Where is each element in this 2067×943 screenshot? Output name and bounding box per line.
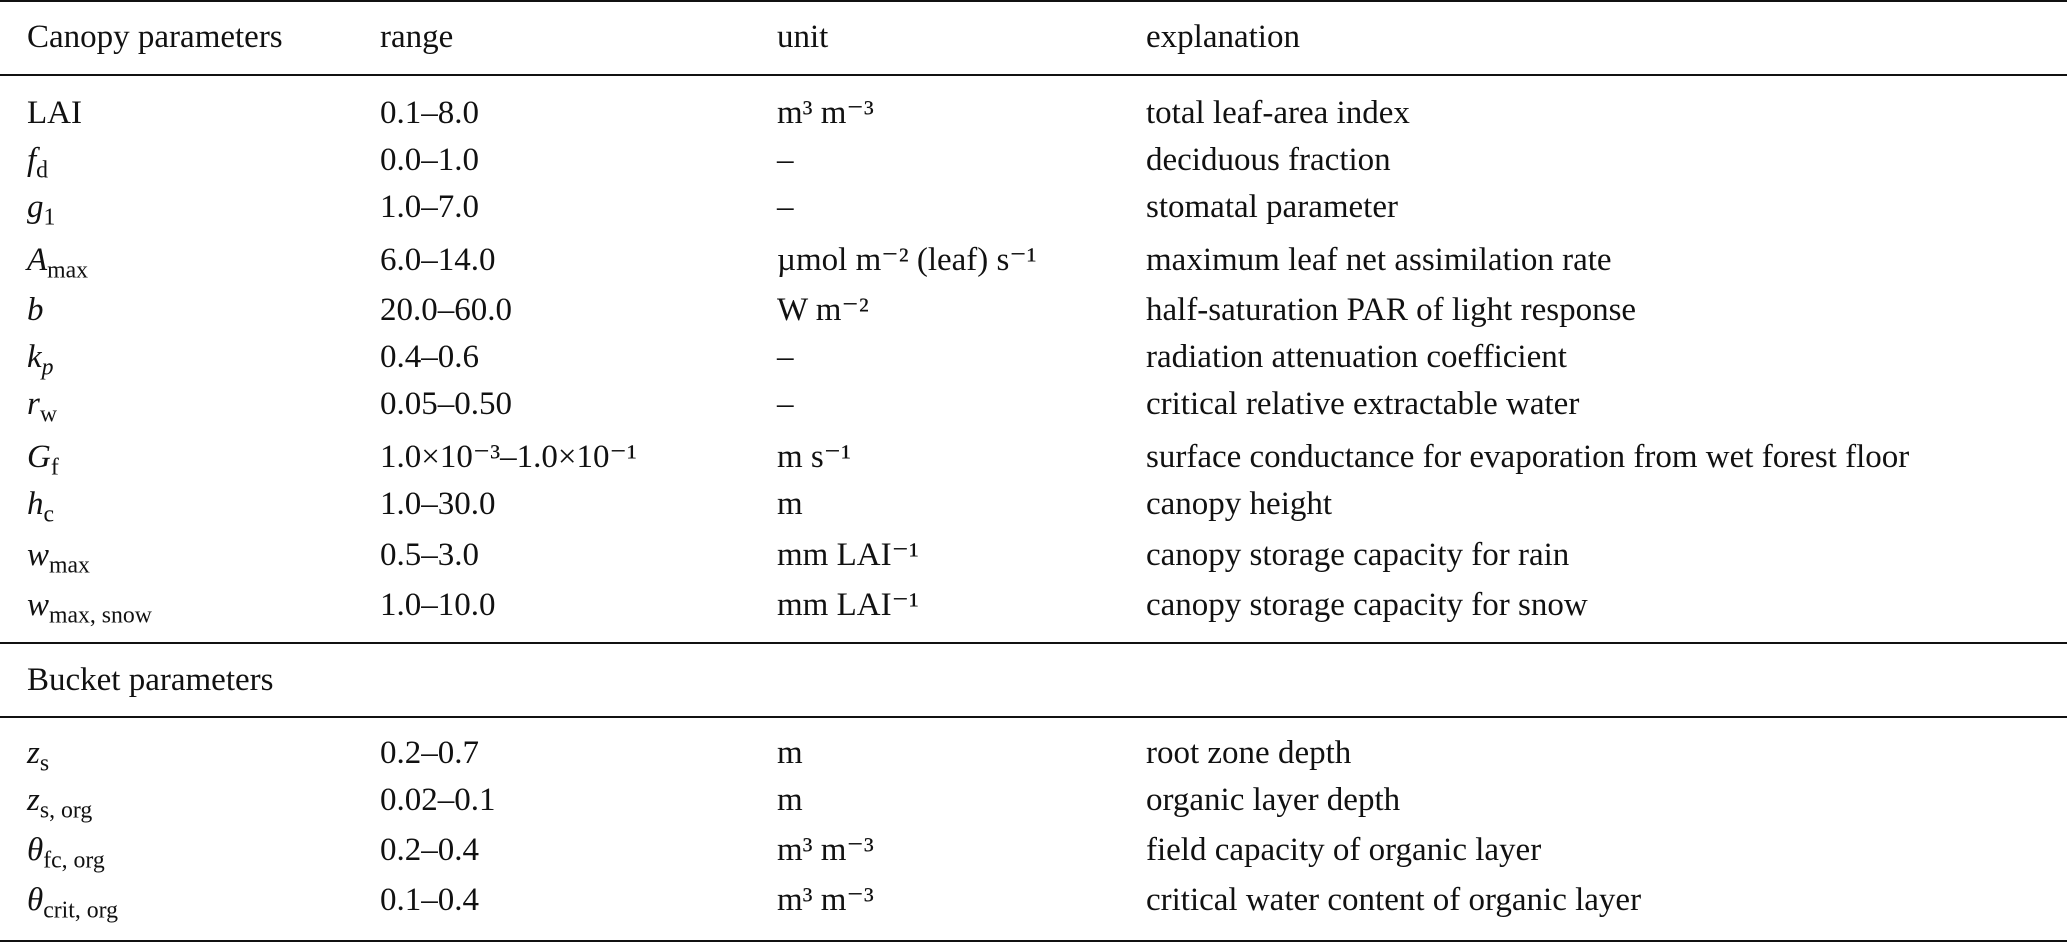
param-explanation: radiation attenuation coefficient <box>1146 339 1567 375</box>
param-range: 0.0–1.0 <box>380 142 479 178</box>
bottom-rule <box>0 940 2067 942</box>
param-range: 1.0–30.0 <box>380 486 496 522</box>
param-unit: – <box>777 142 794 178</box>
param-unit: W m⁻² <box>777 292 869 328</box>
header-explanation: explanation <box>1146 19 1300 55</box>
param-symbol: $z_{s, org}$ <box>27 782 93 824</box>
param-unit: m <box>777 782 803 818</box>
param-symbol: b <box>27 292 44 328</box>
param-explanation: deciduous fraction <box>1146 142 1391 178</box>
header-rule <box>0 74 2067 76</box>
param-range: 20.0–60.0 <box>380 292 512 328</box>
param-range: 0.2–0.7 <box>380 735 479 771</box>
bucket-header-rule <box>0 716 2067 718</box>
param-symbol: $h_c$ <box>27 486 55 528</box>
param-unit: mm LAI⁻¹ <box>777 537 919 573</box>
param-explanation: stomatal parameter <box>1146 189 1398 225</box>
param-symbol: $w_{max, snow}$ <box>27 587 152 629</box>
param-symbol: $k_p$ <box>27 339 54 381</box>
param-explanation: maximum leaf net assimilation rate <box>1146 242 1612 278</box>
param-unit: mm LAI⁻¹ <box>777 587 919 623</box>
param-symbol: $A_{max}$ <box>27 242 89 284</box>
param-range: 0.02–0.1 <box>380 782 496 818</box>
param-range: 1.0–7.0 <box>380 189 479 225</box>
param-explanation: root zone depth <box>1146 735 1352 771</box>
param-range: 0.1–0.4 <box>380 882 479 918</box>
param-explanation: canopy height <box>1146 486 1333 522</box>
param-range: 0.1–8.0 <box>380 95 479 131</box>
param-symbol: $w_{max}$ <box>27 537 90 579</box>
param-explanation: field capacity of organic layer <box>1146 832 1542 868</box>
param-explanation: critical relative extractable water <box>1146 386 1580 422</box>
param-symbol: $\theta_{crit, org}$ <box>27 882 118 924</box>
param-symbol: $z_s$ <box>27 735 50 777</box>
param-range: 1.0–10.0 <box>380 587 496 623</box>
param-explanation: total leaf-area index <box>1146 95 1410 131</box>
param-explanation: surface conductance for evaporation from wet forest floor <box>1146 439 1910 475</box>
section-rule <box>0 642 2067 644</box>
header-range: range <box>380 19 454 55</box>
param-unit: – <box>777 339 794 375</box>
param-explanation: organic layer depth <box>1146 782 1401 818</box>
param-unit: – <box>777 189 794 225</box>
param-range: 0.2–0.4 <box>380 832 479 868</box>
param-symbol: LAI <box>27 95 82 131</box>
param-symbol: $g_1$ <box>27 189 56 231</box>
header-unit: unit <box>777 19 829 55</box>
param-symbol: $\theta_{fc, org}$ <box>27 832 105 874</box>
top-rule <box>0 0 2067 2</box>
param-symbol: $r_w$ <box>27 386 57 428</box>
section-heading-bucket-parameters: Bucket parameters <box>27 662 274 698</box>
param-symbol: $f_d$ <box>27 142 49 184</box>
param-explanation: canopy storage capacity for rain <box>1146 537 1570 573</box>
param-explanation: canopy storage capacity for snow <box>1146 587 1588 623</box>
param-explanation: critical water content of organic layer <box>1146 882 1642 918</box>
param-unit: m s⁻¹ <box>777 439 852 475</box>
param-unit: m³ m⁻³ <box>777 882 874 918</box>
param-unit: m <box>777 735 803 771</box>
header-canopy-parameters: Canopy parameters <box>27 19 283 55</box>
param-unit: – <box>777 386 794 422</box>
param-range: 1.0×10⁻³–1.0×10⁻¹ <box>380 439 637 475</box>
param-range: 6.0–14.0 <box>380 242 496 278</box>
param-explanation: half-saturation PAR of light response <box>1146 292 1637 328</box>
param-range: 0.5–3.0 <box>380 537 479 573</box>
param-range: 0.4–0.6 <box>380 339 479 375</box>
param-unit: m³ m⁻³ <box>777 95 874 131</box>
param-range: 0.05–0.50 <box>380 386 512 422</box>
param-unit: m <box>777 486 803 522</box>
param-unit: m³ m⁻³ <box>777 832 874 868</box>
param-unit: µmol m⁻² (leaf) s⁻¹ <box>777 242 1037 278</box>
param-symbol: $G_f$ <box>27 439 59 481</box>
